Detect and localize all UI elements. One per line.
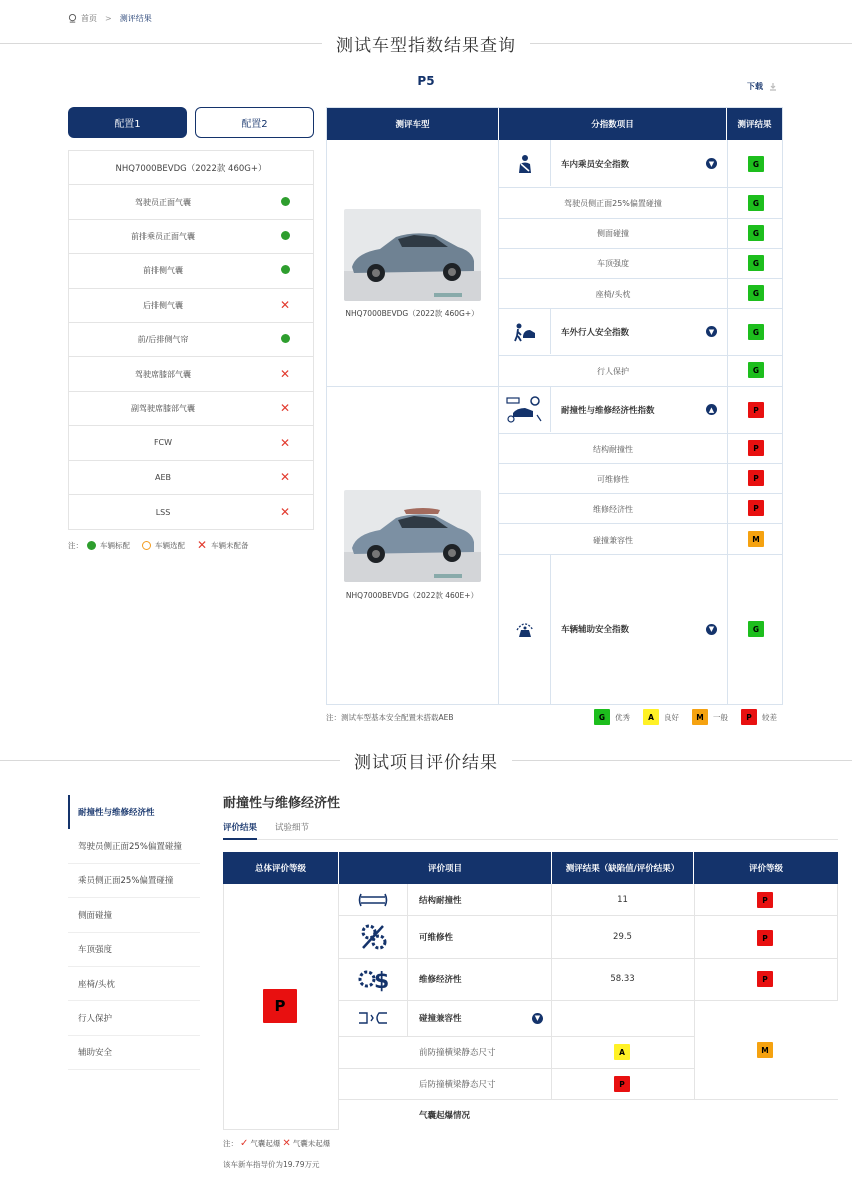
eval-item-name: 可维修性	[419, 932, 454, 943]
eval-sub-badge: A	[614, 1044, 630, 1060]
eval-airbag-name: 气囊起爆情况	[419, 1110, 471, 1121]
download-icon[interactable]	[769, 82, 777, 91]
config-row-status	[257, 334, 313, 345]
check-icon: ✓	[240, 1138, 249, 1149]
config-row-label: AEB	[154, 472, 171, 482]
legend-standard: 车辆标配	[100, 540, 130, 550]
config-row	[69, 185, 313, 219]
eval-row-repair-economy	[339, 958, 693, 1000]
eval-item-name: 碰撞兼容性	[419, 1014, 462, 1024]
config-row-status	[257, 402, 313, 414]
breadcrumb-current: 测评结果	[119, 14, 152, 23]
config-row-label: 驾驶席膝部气囊	[135, 369, 191, 379]
grade-badge-assist: G	[748, 621, 764, 637]
config-row-status	[257, 471, 313, 483]
eval-row-repairability	[339, 915, 693, 958]
car-photo-1	[344, 209, 481, 301]
config-row-label: 前排侧气囊	[143, 266, 183, 276]
index-name-pedestrian: 车外行人安全指数	[561, 327, 630, 338]
grade-badge: P	[748, 500, 764, 516]
config-row-status	[257, 437, 313, 449]
config-row-status	[257, 506, 313, 518]
chevron-down-icon[interactable]: ▼	[706, 158, 717, 169]
sub-row-roof: 车顶强度	[597, 259, 629, 268]
config-row-status	[257, 265, 313, 276]
eval-sub-badge: P	[614, 1076, 630, 1092]
none-cross-icon: ✕	[279, 401, 291, 416]
config-row	[69, 323, 313, 357]
car-caption-2: NHQ7000BEVDG（2022款 460E+）	[345, 591, 479, 600]
eval-row-airbag	[339, 1099, 693, 1130]
config-row	[69, 254, 313, 288]
foot-not-deployed: 气囊未起爆	[292, 1139, 331, 1148]
index-name-repair: 耐撞性与维修经济性指数	[561, 405, 655, 416]
header-result: 测评结果	[737, 120, 772, 130]
cross-icon: ✕	[282, 1138, 291, 1149]
grade-badge: G	[748, 255, 764, 271]
compat-icon	[357, 1009, 389, 1027]
standard-dot-icon	[281, 197, 290, 206]
structure-icon	[357, 892, 389, 908]
evaluation-table	[223, 852, 838, 1130]
sub-row-pedestrian-protect: 行人保护	[597, 367, 629, 376]
side-menu-item[interactable]: 车顶强度	[68, 933, 200, 967]
none-cross-icon: ✕	[279, 367, 291, 382]
sub-row-seat: 座椅/头枕	[595, 290, 631, 299]
occupant-icon	[515, 154, 535, 174]
legend-label: 较差	[762, 712, 777, 722]
legend-label: 一般	[713, 712, 728, 722]
foot-prefix: 注：	[223, 1139, 238, 1148]
none-cross-icon: ✕	[279, 298, 291, 313]
grade-badge-occupant: G	[748, 156, 764, 172]
standard-dot-icon	[281, 265, 290, 274]
dollar-gear-icon	[356, 964, 390, 994]
eval-table-header	[223, 852, 838, 884]
config-row-label: FCW	[153, 438, 173, 448]
config-row	[69, 495, 313, 529]
detail-title: 耐撞性与维修经济性	[223, 796, 341, 811]
grade-badge: M	[748, 531, 764, 547]
side-menu-item[interactable]: 驾驶员侧正面25%偏置碰撞	[68, 829, 200, 863]
eval-grade-badge: P	[757, 892, 773, 908]
pedestrian-icon	[514, 322, 536, 342]
standard-dot-icon	[281, 231, 290, 240]
table-note: 注：测试车型基本安全配置未搭载AEB	[326, 713, 454, 722]
detail-tabs	[223, 818, 838, 840]
breadcrumb	[68, 13, 152, 24]
eval-grade-badge: M	[757, 1042, 773, 1058]
config-row-status	[257, 368, 313, 380]
standard-dot-icon	[87, 541, 96, 550]
eval-item-value: 29.5	[613, 931, 632, 942]
config-1-button[interactable]: 配置1	[68, 107, 187, 138]
config-row-label: 驾驶员正面气囊	[135, 197, 191, 207]
config-2-button[interactable]: 配置2	[195, 107, 314, 138]
legend-badge-a: A	[643, 709, 659, 725]
header-overall: 总体评价等级	[223, 852, 339, 884]
header-index: 分指数项目	[499, 108, 727, 140]
tab-test-details[interactable]: 试验细节	[275, 823, 310, 833]
standard-dot-icon	[281, 334, 290, 343]
side-menu-item[interactable]: 行人保护	[68, 1001, 200, 1035]
config-row-label: 副驾驶席膝部气囊	[131, 403, 195, 413]
side-menu-item[interactable]: 辅助安全	[68, 1036, 200, 1070]
header-value: 测评结果（缺陷值/评价结果）	[552, 852, 694, 884]
grade-legend	[594, 709, 777, 725]
header-model: 测评车型	[327, 108, 499, 140]
tab-eval-result[interactable]: 评价结果	[223, 818, 257, 840]
assist-icon	[515, 620, 535, 638]
index-row-repair[interactable]	[499, 386, 727, 433]
section-title-index	[0, 32, 852, 54]
config-row-status	[257, 299, 313, 311]
sub-row-repairability: 可维修性	[597, 475, 629, 484]
legend-badge-p: P	[741, 709, 757, 725]
grade-badge: P	[748, 440, 764, 456]
eval-row-structure	[339, 884, 693, 915]
none-cross-icon: ✕	[279, 505, 291, 520]
foot-deployed: 气囊起爆	[250, 1139, 281, 1148]
result-table-header	[327, 108, 782, 140]
eval-sub-name: 前防撞横梁静态尺寸	[419, 1048, 496, 1058]
config-row-label: LSS	[155, 507, 171, 517]
index-row-pedestrian[interactable]	[499, 308, 727, 355]
sub-row-repair-economy: 维修经济性	[593, 505, 633, 514]
car-photo-2	[344, 490, 481, 582]
config-note	[68, 539, 249, 551]
chevron-down-icon[interactable]: ▼	[532, 1013, 543, 1024]
sub-row-compat: 碰撞兼容性	[593, 536, 633, 545]
none-cross-icon: ✕	[279, 435, 291, 450]
config-row	[69, 357, 313, 391]
config-table	[68, 150, 314, 530]
eval-row-front-beam	[339, 1036, 693, 1068]
model-name: P5	[417, 74, 435, 88]
eval-item-value: 58.33	[610, 974, 635, 984]
eval-row-compat[interactable]	[339, 1000, 693, 1036]
header-grade: 评价等级	[748, 864, 783, 874]
sub-row-side: 侧面碰撞	[597, 229, 629, 238]
legend-none: 车辆未配备	[211, 540, 249, 550]
grade-badge: G	[748, 225, 764, 241]
eval-item-value: 11	[617, 894, 628, 905]
grade-badge-pedestrian: G	[748, 324, 764, 340]
breadcrumb-home[interactable]: 首页	[81, 14, 97, 23]
download-button[interactable]	[747, 81, 777, 92]
car-caption-1: NHQ7000BEVDG（2022款 460G+）	[345, 309, 479, 318]
index-name-assist: 车辆辅助安全指数	[561, 625, 630, 635]
config-row	[69, 461, 313, 495]
side-menu-item[interactable]: 侧面碰撞	[68, 898, 200, 932]
eval-grade-badge: P	[757, 930, 773, 946]
config-row-status	[257, 197, 313, 208]
wrench-gear-icon	[357, 922, 389, 952]
grade-badge: P	[748, 470, 764, 486]
none-cross-icon: ✕	[279, 470, 291, 485]
legend-badge-m: M	[692, 709, 708, 725]
index-row-assist[interactable]	[499, 554, 727, 704]
config-model-row: NHQ7000BEVDG（2022款 460G+）	[69, 151, 313, 185]
price-note: 该车新车指导价为19.79万元	[223, 1160, 320, 1169]
legend-optional: 车辆选配	[155, 540, 185, 550]
legend-label: 良好	[664, 712, 679, 722]
config-row-status	[257, 231, 313, 242]
page-title: 测试车型指数结果查询	[336, 35, 516, 56]
chevron-down-icon[interactable]: ▼	[706, 624, 717, 635]
side-menu	[68, 795, 200, 1070]
side-menu-item[interactable]: 耐撞性与维修经济性	[68, 795, 200, 829]
config-row	[69, 426, 313, 460]
grade-badge: G	[748, 285, 764, 301]
chevron-up-icon[interactable]: ▲	[706, 404, 717, 415]
section-title-items	[0, 749, 852, 771]
index-name-occupant: 车内乘员安全指数	[561, 159, 630, 170]
eval-grade-badge: P	[757, 971, 773, 987]
download-label[interactable]: 下载	[747, 82, 763, 91]
config-row	[69, 392, 313, 426]
side-menu-item[interactable]: 乘员侧正面25%偏置碰撞	[68, 864, 200, 898]
home-icon[interactable]	[68, 14, 77, 23]
svg-text:$: $	[374, 969, 390, 994]
config-row-label: 后排侧气囊	[143, 300, 183, 310]
eval-item-name: 结构耐撞性	[419, 895, 462, 906]
config-row	[69, 220, 313, 254]
index-row-occupant[interactable]	[499, 140, 727, 187]
section2-title: 测试项目评价结果	[354, 752, 498, 773]
header-item: 评价项目	[339, 852, 552, 884]
optional-ring-icon	[142, 541, 151, 550]
grade-badge: G	[748, 362, 764, 378]
grade-badge: G	[748, 195, 764, 211]
legend-badge-g: G	[594, 709, 610, 725]
none-cross-icon: ✕	[197, 538, 208, 552]
breadcrumb-separator: >	[105, 14, 112, 23]
config-row-label: 前排乘员正面气囊	[131, 231, 195, 241]
airbag-note	[223, 1138, 330, 1149]
index-result-table	[326, 107, 783, 705]
legend-label: 优秀	[615, 712, 630, 722]
sub-row-driver-overlap: 驾驶员侧正面25%偏置碰撞	[564, 199, 662, 208]
sub-row-structure: 结构耐撞性	[593, 445, 633, 454]
eval-sub-name: 后防撞横梁静态尺寸	[419, 1079, 496, 1090]
note-prefix: 注：	[68, 540, 83, 550]
overall-grade-badge: P	[263, 989, 297, 1023]
eval-row-rear-beam	[339, 1068, 693, 1099]
repair-icon	[505, 395, 545, 425]
chevron-down-icon[interactable]: ▼	[706, 326, 717, 337]
side-menu-item[interactable]: 座椅/头枕	[68, 967, 200, 1001]
grade-badge-repair: P	[748, 402, 764, 418]
config-row-label: 前/后排侧气帘	[137, 335, 189, 345]
eval-item-name: 维修经济性	[419, 975, 462, 985]
config-row	[69, 289, 313, 323]
